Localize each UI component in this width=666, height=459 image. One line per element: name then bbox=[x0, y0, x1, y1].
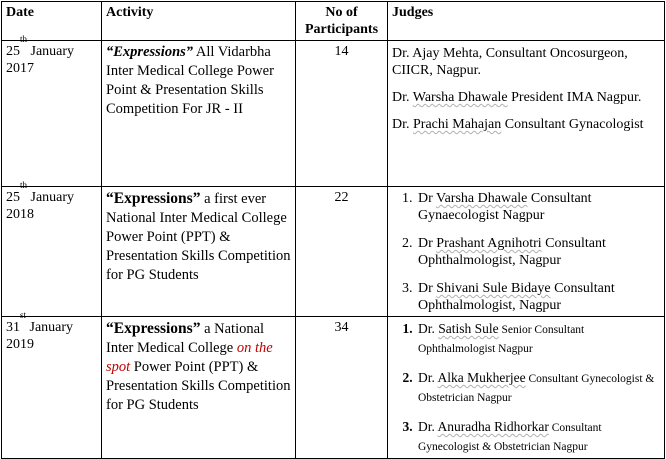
judges-cell bbox=[388, 317, 665, 459]
judges-cell bbox=[388, 41, 665, 187]
header-row bbox=[2, 2, 665, 41]
judges-list bbox=[392, 190, 660, 314]
judge-entry: 3. Dr. Anuradha Ridhorkar Consultant Gynecologist & Obstetrician Nagpur bbox=[416, 418, 660, 456]
judges-list bbox=[392, 320, 660, 456]
judge-entry: Dr. Prachi Mahajan Consultant Gynacologist bbox=[392, 117, 644, 132]
judge-entry: 2. Dr. Alka Mukherjee Consultant Gynecologist & Obstetrician Nagpur bbox=[416, 369, 660, 407]
judge-entry: 2. Dr Prashant Agnihotri Consultant Ophthalmologist, Nagpur bbox=[416, 235, 660, 269]
judges-cell bbox=[388, 187, 665, 317]
header-judges: Judges bbox=[388, 2, 665, 41]
activity-cell: “Expressions” a first ever National Inter Medical College Power Point (PPT) & Presentation Skills Competition for PG Students bbox=[102, 187, 296, 317]
header-date: Date bbox=[2, 2, 102, 41]
header-participants: No of Participants bbox=[296, 2, 388, 41]
judge-entry: 1. Dr. Satish Sule Senior Consultant Ophthalmologist Nagpur bbox=[416, 320, 660, 358]
activities-table bbox=[1, 1, 665, 459]
judge-entry: 1. Dr Varsha Dhawale Consultant Gynaecologist Nagpur bbox=[416, 190, 660, 224]
table-row bbox=[2, 317, 665, 459]
header-activity: Activity bbox=[102, 2, 296, 41]
judge-entry: 3. Dr Shivani Sule Bidaye Consultant Ophthalmologist, Nagpur bbox=[416, 280, 660, 314]
participants-cell: 14 bbox=[296, 41, 388, 187]
judge-entry: Dr. Warsha Dhawale President IMA Nagpur. bbox=[392, 90, 642, 105]
participants-cell: 34 bbox=[296, 317, 388, 459]
participants-cell: 22 bbox=[296, 187, 388, 317]
date-cell: 31st January 2019 bbox=[2, 317, 102, 459]
table-row bbox=[2, 187, 665, 317]
activity-cell: “Expressions” a National Inter Medical College on the spot Power Point (PPT) & Presentation Skills Competition for PG Students bbox=[102, 317, 296, 459]
judge-entry: Dr. Ajay Mehta, Consultant Oncosurgeon, CIICR, Nagpur. bbox=[392, 46, 628, 78]
activity-cell: “Expressions” All Vidarbha Inter Medical College Power Point & Presentation Skills Competition For JR - II bbox=[102, 41, 296, 187]
table-row bbox=[2, 41, 665, 187]
date-cell: 25th January 2017 bbox=[2, 41, 102, 187]
date-cell: 25th January 2018 bbox=[2, 187, 102, 317]
